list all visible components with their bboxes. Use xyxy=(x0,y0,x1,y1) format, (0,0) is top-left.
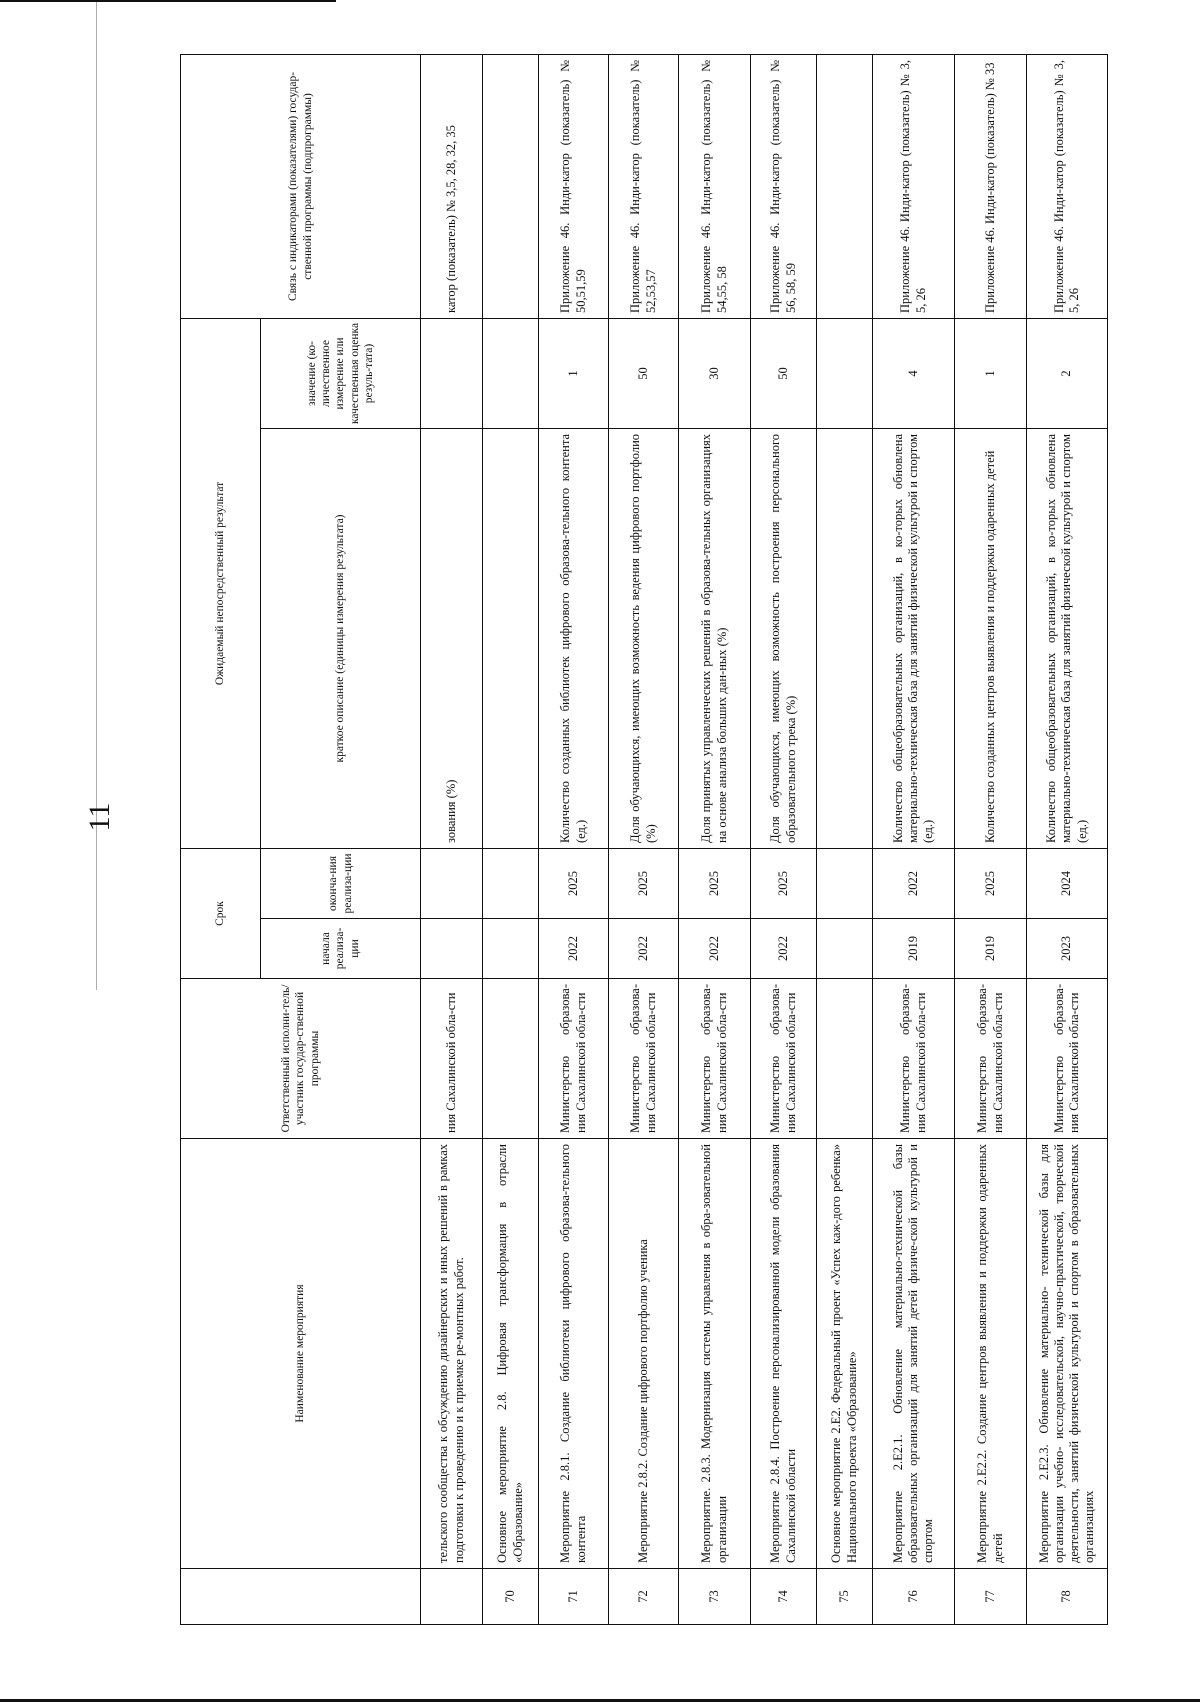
row-link: Приложение 46. Инди-катор (показатель) № 52,53,57 xyxy=(609,54,679,318)
row-number: 74 xyxy=(751,1569,817,1625)
row-number: 75 xyxy=(817,1569,873,1625)
row-description xyxy=(817,428,873,848)
row-responsible: Министерство образова-ния Сахалинской обла-сти xyxy=(955,979,1027,1139)
header-start: начала реализа-ции xyxy=(261,919,421,979)
row-description: Количество созданных центров выявления и поддержки одаренных детей xyxy=(955,428,1027,848)
rotated-table-container xyxy=(180,55,1097,1625)
row-responsible: Министерство образова-ния Сахалинской обла-сти xyxy=(873,979,955,1139)
row-start: 2019 xyxy=(873,919,955,979)
header-value: значение (ко-личественное измерение или качественная оценка резуль-тата) xyxy=(261,318,421,428)
row-value: 1 xyxy=(539,318,609,428)
row-end: 2025 xyxy=(955,848,1027,918)
row-name: Мероприятие 2.8.1. Создание библиотеки цифрового образова-тельного контента xyxy=(539,1139,609,1569)
row-name: Основное мероприятие 2.8. Цифровая трансформация в отрасли «Образование» xyxy=(483,1139,539,1569)
row-link xyxy=(483,54,539,318)
row-description: Доля принятых управленческих решений в образова-тельных организациях на основе анализа больших дан-ных (%) xyxy=(679,428,751,848)
row-number: 71 xyxy=(539,1569,609,1625)
row-responsible xyxy=(817,979,873,1139)
row-value: 4 xyxy=(873,318,955,428)
row-description: Доля обучающихся, имеющих возможность построения персонального образовательного трека (%) xyxy=(751,428,817,848)
row-number xyxy=(421,1569,483,1625)
row-link: Приложение 46. Инди-катор (показатель) № 3, 5, 26 xyxy=(1027,54,1108,318)
row-value: 30 xyxy=(679,318,751,428)
table-row xyxy=(1027,54,1108,1624)
row-responsible: ния Сахалинской обла-сти xyxy=(421,979,483,1139)
header-link: Связь с индикаторами (показателями) государ-ственной программы (подпрограммы) xyxy=(181,54,421,318)
header-end: оконча-ния реализа-ции xyxy=(261,848,421,918)
row-description: Количество общеобразовательных организаций, в ко-торых обновлена материально-техническая база для занятий физической культурой и спортом (ед.) xyxy=(873,428,955,848)
row-end xyxy=(483,848,539,918)
row-start: 2022 xyxy=(609,919,679,979)
table-row xyxy=(679,54,751,1624)
scan-edge-top xyxy=(0,0,336,2)
row-value xyxy=(483,318,539,428)
row-value: 50 xyxy=(751,318,817,428)
row-name: Мероприятие 2.8.4. Построение персонализированной модели образования Сахалинской области xyxy=(751,1139,817,1569)
row-name: Мероприятие 2.Е2.1. Обновление материально-технической базы образовательных организаций для занятий детей физиче-ской культурой и спортом xyxy=(873,1139,955,1569)
row-description: Количество общеобразовательных организаций, в ко-торых обновлена материально-техническая база для занятий физической культурой и спортом (ед.) xyxy=(1027,428,1108,848)
row-responsible: Министерство образова-ния Сахалинской обла-сти xyxy=(1027,979,1108,1139)
row-value: 1 xyxy=(955,318,1027,428)
row-description: Количество созданных библиотек цифрового образова-тельного контента (ед.) xyxy=(539,428,609,848)
row-start: 2019 xyxy=(955,919,1027,979)
row-link: катор (показатель) № 3,5, 28, 32, 35 xyxy=(421,54,483,318)
row-value xyxy=(817,318,873,428)
row-responsible: Министерство образова-ния Сахалинской обла-сти xyxy=(609,979,679,1139)
row-description xyxy=(483,428,539,848)
row-responsible xyxy=(483,979,539,1139)
row-link: Приложение 46. Инди-катор (показатель) № 54,55, 58 xyxy=(679,54,751,318)
header-number xyxy=(181,1569,421,1625)
row-description: Доля обучающихся, имеющих возможность ведения цифрового портфолио (%) xyxy=(609,428,679,848)
row-link: Приложение 46. Инди-катор (показатель) № 56, 58, 59 xyxy=(751,54,817,318)
row-number: 73 xyxy=(679,1569,751,1625)
row-value: 2 xyxy=(1027,318,1108,428)
table-row xyxy=(873,54,955,1624)
scan-edge-bottom xyxy=(0,1699,1200,1702)
row-responsible: Министерство образова-ния Сахалинской обла-сти xyxy=(539,979,609,1139)
row-end: 2025 xyxy=(679,848,751,918)
table-row xyxy=(817,54,873,1624)
table-row xyxy=(483,54,539,1624)
row-value: 50 xyxy=(609,318,679,428)
table-row xyxy=(609,54,679,1624)
row-link: Приложение 46. Инди-катор (показатель) № 33 xyxy=(955,54,1027,318)
header-responsible: Ответственный исполни-тель/участник государ-ственной программы xyxy=(181,979,421,1139)
table-row xyxy=(421,54,483,1624)
row-value xyxy=(421,318,483,428)
header-description: краткое описание (единицы измерения результата) xyxy=(261,428,421,848)
header-name: Наименование мероприятия xyxy=(181,1139,421,1569)
row-start: 2022 xyxy=(679,919,751,979)
table-row xyxy=(955,54,1027,1624)
row-start: 2022 xyxy=(751,919,817,979)
row-link xyxy=(817,54,873,318)
row-end xyxy=(817,848,873,918)
row-start: 2022 xyxy=(539,919,609,979)
table-row xyxy=(539,54,609,1624)
row-number: 70 xyxy=(483,1569,539,1625)
page-number: 11 xyxy=(83,802,116,832)
row-number: 77 xyxy=(955,1569,1027,1625)
row-name: тельского сообщества к обсуждению дизайнерских и иных решений в рамках подготовки к проведению и к приемке ре-монтных работ. xyxy=(421,1139,483,1569)
row-start xyxy=(483,919,539,979)
row-start xyxy=(421,919,483,979)
row-end xyxy=(421,848,483,918)
row-start: 2023 xyxy=(1027,919,1108,979)
row-name: Мероприятие 2.Е2.2. Создание центров выявления и поддержки одаренных детей xyxy=(955,1139,1027,1569)
row-link: Приложение 46. Инди-катор (показатель) № 50,51,59 xyxy=(539,54,609,318)
row-number: 78 xyxy=(1027,1569,1108,1625)
row-end: 2022 xyxy=(873,848,955,918)
table-row xyxy=(751,54,817,1624)
row-description: зования (%) xyxy=(421,428,483,848)
header-expected-result: Ожидаемый непосредственный результат xyxy=(181,318,261,848)
row-number: 76 xyxy=(873,1569,955,1625)
row-end: 2025 xyxy=(751,848,817,918)
row-name: Мероприятие 2.8.2. Создание цифрового портфолио ученика xyxy=(609,1139,679,1569)
table-header-row xyxy=(181,54,261,1624)
row-responsible: Министерство образова-ния Сахалинской обла-сти xyxy=(751,979,817,1139)
row-responsible: Министерство образова-ния Сахалинской обла-сти xyxy=(679,979,751,1139)
row-start xyxy=(817,919,873,979)
row-name: Мероприятие 2.Е2.3. Обновление материально- технической базы для организации учебно- исследовательской, научно-практической, творческой деятельности, занятий физической культурой и спортом в образовательных организациях xyxy=(1027,1139,1108,1569)
header-term: Срок xyxy=(181,848,261,978)
row-end: 2025 xyxy=(609,848,679,918)
row-name: Мероприятие. 2.8.3. Модернизация системы управления в обра-зовательной организации xyxy=(679,1139,751,1569)
row-number: 72 xyxy=(609,1569,679,1625)
row-end: 2024 xyxy=(1027,848,1108,918)
row-link: Приложение 46. Инди-катор (показатель) № 3, 5, 26 xyxy=(873,54,955,318)
row-end: 2025 xyxy=(539,848,609,918)
row-name: Основное мероприятие 2.Е2. Федеральный проект «Успех каж-дого ребенка» Национального проекта «Образование» xyxy=(817,1139,873,1569)
program-events-table xyxy=(180,54,1108,1625)
